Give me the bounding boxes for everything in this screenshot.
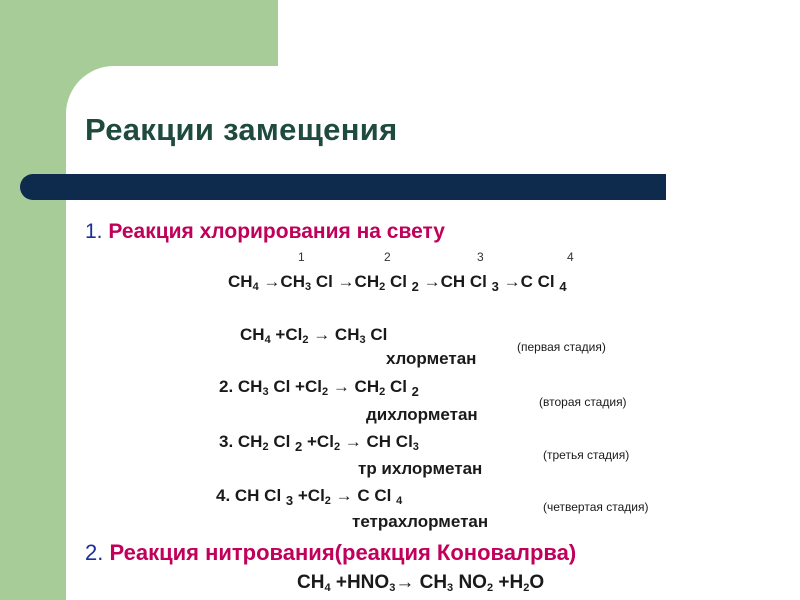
eq-sub: 3 (359, 334, 366, 346)
chain-sub: 3 (304, 281, 312, 293)
chain-sub: 2 (411, 279, 419, 294)
eq-part: +Cl (293, 486, 325, 505)
stage-2-label: (вторая стадия) (539, 395, 627, 409)
chain-sub: 4 (252, 281, 259, 293)
chain-part: Cl (385, 272, 412, 291)
eq-sub: 2 (333, 441, 341, 453)
step-number: 2 (384, 250, 391, 264)
chain-part: →CH (258, 272, 305, 291)
step-number: 1 (298, 250, 305, 264)
eq-part: Cl +Cl (268, 377, 322, 396)
chain-sub: 4 (559, 279, 567, 294)
eq-sub: 3 (285, 493, 294, 508)
stage-3-equation (219, 432, 419, 454)
eq-sub: 3 (262, 386, 269, 398)
title-underline-bar (20, 174, 666, 200)
stage-1-label: (первая стадия) (517, 340, 606, 354)
eq-part: 3. CH (219, 432, 263, 451)
stage-3-label: (третья стадия) (543, 448, 630, 462)
eq-sub: 2 (411, 384, 419, 399)
eq-part: +HNO (330, 572, 390, 593)
chain-part: CH (228, 272, 253, 291)
step-number: 3 (477, 250, 484, 264)
chain-part: Cl →CH (311, 272, 380, 291)
eq-part: Cl (365, 325, 388, 344)
eq-part: CH (240, 325, 265, 344)
eq-sub: 3 (447, 582, 454, 594)
eq-sub: 4 (324, 582, 331, 594)
eq-part: +H (493, 572, 524, 593)
section-heading-text: Реакция нитрования(реакция Коновалрва) (109, 540, 577, 565)
eq-part: → CH Cl (340, 432, 413, 451)
eq-sub: 2 (523, 582, 530, 594)
stage-1-product: хлорметан (386, 349, 477, 368)
stage-2-product: дихлорметан (366, 405, 478, 424)
eq-sub: 2 (324, 495, 331, 507)
eq-sub: 2 (295, 439, 303, 454)
chain-sub: 3 (491, 279, 499, 294)
nitration-equation (297, 572, 544, 594)
eq-sub: 2 (321, 386, 329, 398)
eq-part: → CH (308, 325, 360, 344)
eq-sub: 4 (396, 495, 403, 507)
stage-4-product: тетрахлорметан (352, 512, 489, 531)
eq-sub: 3 (389, 582, 396, 594)
section-heading-text: Реакция хлорирования на свету (108, 220, 445, 243)
stage-3-product: тр ихлорметан (358, 459, 483, 478)
stage-2-equation (219, 377, 419, 399)
eq-part: → CH (328, 377, 380, 396)
eq-part: 2. CH (219, 377, 263, 396)
eq-sub: 2 (302, 334, 309, 346)
step-number: 4 (567, 250, 574, 264)
eq-part: CH (297, 572, 325, 593)
eq-part: +Cl (302, 432, 334, 451)
chain-part: →C Cl (498, 272, 560, 291)
section-heading-chlorination (85, 220, 445, 244)
eq-sub: 3 (412, 441, 419, 453)
section-number: 1. (85, 220, 103, 243)
chain-part: →CH Cl (418, 272, 492, 291)
eq-sub: 2 (379, 386, 386, 398)
stage-1-equation (240, 325, 387, 346)
chain-sub: 2 (379, 281, 386, 293)
eq-part: Cl (385, 377, 412, 396)
eq-part: O (529, 572, 545, 593)
stage-4-equation (216, 486, 402, 508)
eq-sub: 2 (262, 441, 269, 453)
eq-part: +Cl (270, 325, 303, 344)
eq-part: NO (453, 572, 487, 593)
eq-sub: 4 (264, 334, 271, 346)
chlorination-chain (228, 272, 567, 294)
stage-4-label: (четвертая стадия) (543, 500, 649, 514)
eq-part: 4. CH Cl (216, 486, 286, 505)
eq-sub: 2 (486, 582, 494, 594)
section-number: 2. (85, 540, 104, 565)
slide-title: Реакции замещения (85, 112, 398, 147)
eq-part: Cl (268, 432, 296, 451)
eq-part: → C Cl (330, 486, 397, 505)
section-heading-nitration (85, 540, 576, 566)
eq-part: → CH (395, 572, 448, 593)
